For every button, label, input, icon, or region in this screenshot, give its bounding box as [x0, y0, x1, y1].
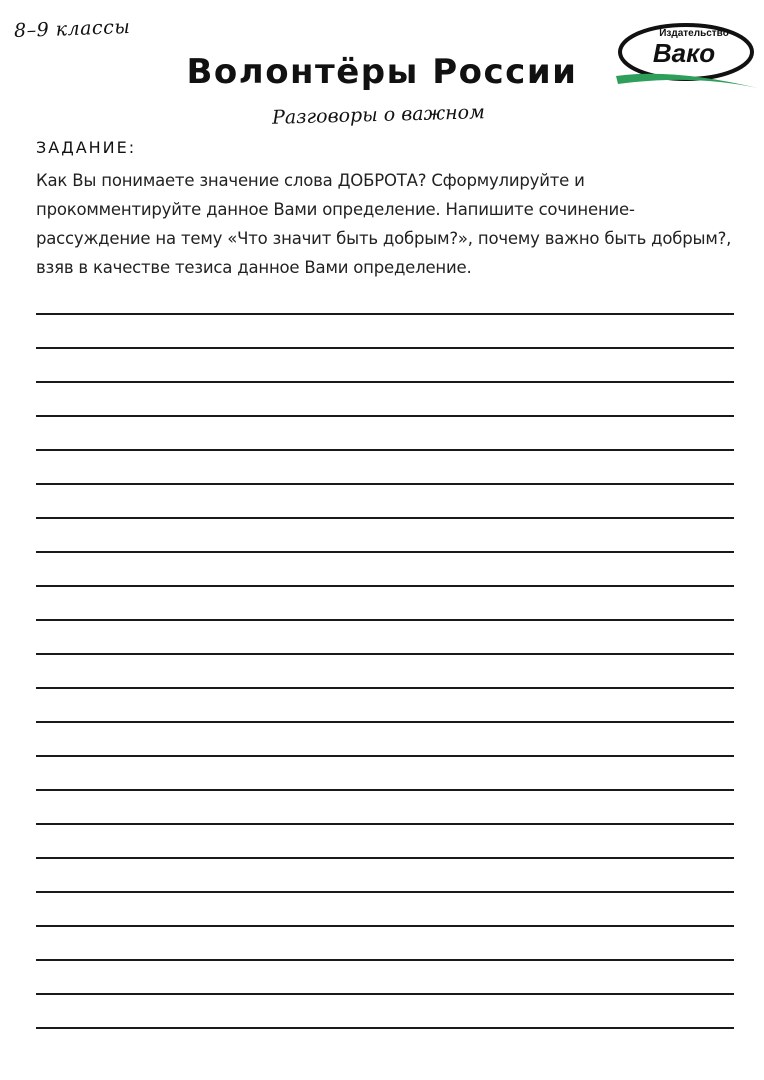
writing-line[interactable]: [36, 655, 734, 689]
writing-line[interactable]: [36, 587, 734, 621]
writing-line[interactable]: [36, 417, 734, 451]
writing-line[interactable]: [36, 893, 734, 927]
page-title: Волонтёры России: [186, 52, 578, 92]
writing-line[interactable]: [36, 791, 734, 825]
writing-line[interactable]: [36, 825, 734, 859]
writing-line[interactable]: [36, 349, 734, 383]
writing-line[interactable]: [36, 961, 734, 995]
grade-label: 8–9 классы: [13, 15, 131, 43]
writing-line[interactable]: [36, 451, 734, 485]
writing-line[interactable]: [36, 485, 734, 519]
page-subtitle: Разговоры о важном: [271, 101, 486, 129]
task-heading: ЗАДАНИЕ:: [36, 138, 137, 157]
writing-line[interactable]: [36, 757, 734, 791]
writing-line[interactable]: [36, 995, 734, 1029]
writing-line[interactable]: [36, 621, 734, 655]
task-text: Как Вы понимаете значение слова ДОБРОТА? Сформулируйте и прокомментируйте данное Вами определение. Напишите сочинение-рассуждение на тему «Что значит быть добрым?», почему важно быть добрым?, взяв в качестве тезиса данное Вами определение.: [36, 171, 732, 277]
writing-line[interactable]: [36, 689, 734, 723]
logo-caption: Издательство: [659, 28, 729, 39]
writing-line[interactable]: [36, 553, 734, 587]
writing-line[interactable]: [36, 859, 734, 893]
logo-brand: Вако: [652, 38, 716, 68]
writing-line[interactable]: [36, 383, 734, 417]
writing-line[interactable]: [36, 927, 734, 961]
writing-line[interactable]: [36, 315, 734, 349]
writing-lines[interactable]: [36, 312, 734, 1029]
writing-line[interactable]: [36, 519, 734, 553]
publisher-logo: [612, 18, 760, 90]
writing-line[interactable]: [36, 723, 734, 757]
